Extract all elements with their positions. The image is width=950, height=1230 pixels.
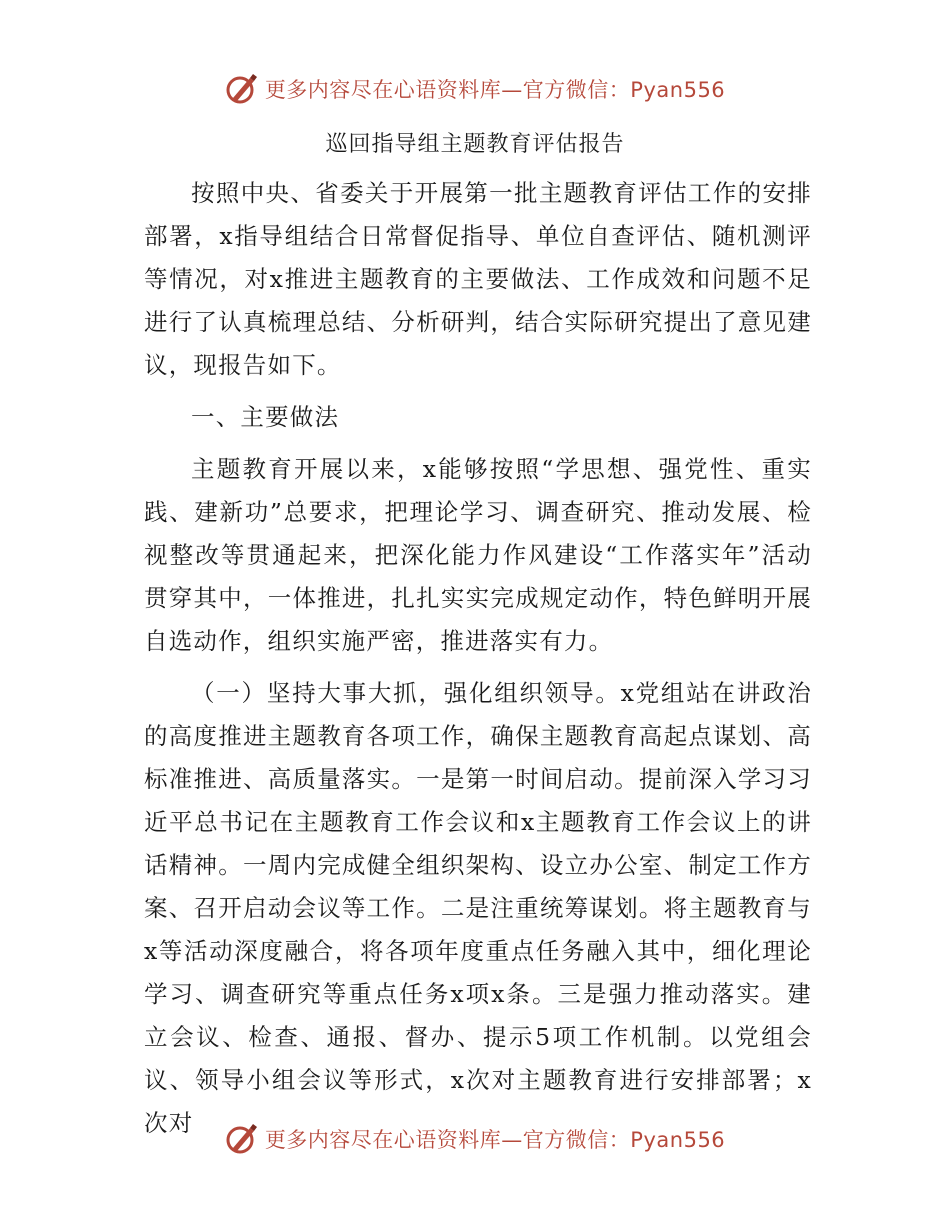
document-title: 巡回指导组主题教育评估报告 (325, 132, 625, 157)
pen-logo-icon (225, 72, 259, 106)
body-paragraph: （一）坚持大事大抓，强化组织领导。x党组站在讲政治的高度推进主题教育各项工作，确保主题教育高起点谋划、高标准推进、高质量落实。一是第一时间启动。提前深入学习习近平总书记在主题教育工作会议和x主题教育工作会议上的讲话精神。一周内完成健全组织架构、设立办公室、制定工作方案、召开启动会议等工作。二是注重统筹谋划。将主题教育与x等活动深度融合，将各项年度重点任务融入其中，细化理论学习、调查研究等重点任务x项x条。三是强力推动落实。建立会议、检查、通报、督办、提示5项工作机制。以党组会议、领导小组会议等形式，x次对主题教育进行安排部署；x次对 (144, 679, 812, 1137)
watermark-text: 更多内容尽在心语资料库—官方微信：Pyan556 (264, 78, 726, 102)
watermark-bottom (0, 1122, 950, 1156)
document-body (144, 172, 812, 1154)
pen-logo-icon (225, 1122, 259, 1156)
body-paragraph: 主题教育开展以来，x能够按照“学思想、强党性、重实践、建新功”总要求，把理论学习、调查研究、推动发展、检视整改等贯通起来，把深化能力作风建设“工作落实年”活动贯穿其中，一体推进，扎扎实实完成规定动作，特色鲜明开展自选动作，组织实施严密，推进落实有力。 (144, 455, 812, 655)
intro-paragraph: 按照中央、省委关于开展第一批主题教育评估工作的安排部署，x指导组结合日常督促指导、单位自查评估、随机测评等情况，对x推进主题教育的主要做法、工作成效和问题不足进行了认真梳理总结、分析研判，结合实际研究提出了意见建议，现报告如下。 (144, 179, 812, 379)
watermark-top (0, 72, 950, 106)
watermark-text: 更多内容尽在心语资料库—官方微信：Pyan556 (264, 1128, 726, 1152)
section-heading: 一、主要做法 (191, 403, 340, 431)
